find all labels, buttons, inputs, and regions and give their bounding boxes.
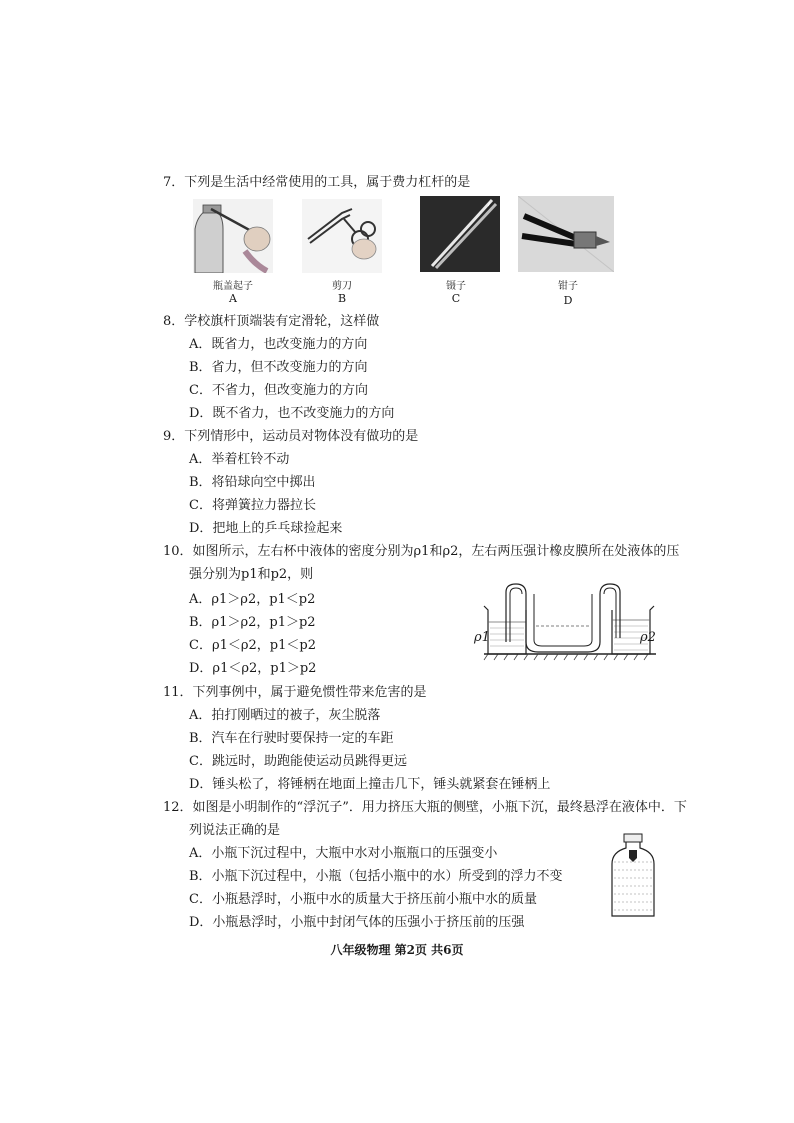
q10-option-c: C．ρ1＜ρ2，p1＜p2 <box>189 638 316 653</box>
scissors-image <box>302 199 382 273</box>
q8-option-a: A．既省力，也改变施力的方向 <box>189 337 368 352</box>
q9-option-c: C．将弹簧拉力器拉长 <box>189 498 316 513</box>
q10-option-b: B．ρ1＞ρ2，p1＞p2 <box>189 615 316 630</box>
question-12-stem-line1: 12．如图是小明制作的“浮沉子”．用力挤压大瓶的侧壁，小瓶下沉，最终悬浮在液体中．下 <box>163 800 687 815</box>
question-10-stem-line2: 强分别为p1和p2，则 <box>189 567 314 582</box>
question-10-stem-line1: 10．如图所示，左右杯中液体的密度分别为ρ1和ρ2，左右两压强计橡皮膜所在处液体的压 <box>163 544 680 559</box>
bottle-opener-image <box>193 199 273 273</box>
pliers-image <box>518 196 614 272</box>
page-footer: 八年级物理 第2页 共6页 <box>330 943 464 957</box>
tool-c-letter: C <box>451 292 461 305</box>
q12-option-c: C．小瓶悬浮时，小瓶中水的质量大于挤压前小瓶中水的质量 <box>189 892 537 907</box>
q10-option-d: D．ρ1＜ρ2，p1＞p2 <box>189 661 317 676</box>
question-11-stem: 11．下列事例中，属于避免惯性带来危害的是 <box>163 685 427 700</box>
q12-option-d: D．小瓶悬浮时，小瓶中封闭气体的压强小于挤压前的压强 <box>189 915 525 930</box>
question-8-stem: 8．学校旗杆顶端装有定滑轮，这样做 <box>163 314 380 329</box>
q8-option-d: D．既不省力，也不改变施力的方向 <box>189 406 395 421</box>
tool-d-letter: D <box>563 294 573 307</box>
tweezers-image <box>420 196 500 272</box>
q9-option-d: D．把地上的乒乓球捡起来 <box>189 521 343 536</box>
rho1-label: ρ1 <box>474 630 490 645</box>
tool-a-letter: A <box>229 292 237 305</box>
q8-option-c: C．不省力，但改变施力的方向 <box>189 383 368 398</box>
q11-option-d: D．锤头松了，将锤柄在地面上撞击几下，锤头就紧套在锤柄上 <box>189 777 551 792</box>
q11-option-c: C．跳远时，助跑能使运动员跳得更远 <box>189 754 407 769</box>
question-9-stem: 9．下列情形中，运动员对物体没有做功的是 <box>163 429 419 444</box>
q9-option-b: B．将铅球向空中掷出 <box>189 475 316 490</box>
question-12-stem-line2: 列说法正确的是 <box>189 823 281 838</box>
cartesian-diver-bottle <box>608 832 658 920</box>
q11-option-a: A．拍打刚晒过的被子，灰尘脱落 <box>189 708 381 723</box>
rho2-label: ρ2 <box>640 630 656 645</box>
tool-b-letter: B <box>337 292 347 305</box>
question-7-stem: 7．下列是生活中经常使用的工具，属于费力杠杆的是 <box>163 175 471 190</box>
tool-c-caption: 镊子 <box>446 281 466 292</box>
tool-d-caption: 钳子 <box>558 281 578 292</box>
q8-option-b: B．省力，但不改变施力的方向 <box>189 360 368 375</box>
q11-option-b: B．汽车在行驶时要保持一定的车距 <box>189 731 394 746</box>
q12-option-a: A．小瓶下沉过程中，大瓶中水对小瓶瓶口的压强变小 <box>189 846 498 861</box>
tool-a-caption: 瓶盖起子 <box>213 281 253 292</box>
q12-option-b: B．小瓶下沉过程中，小瓶（包括小瓶中的水）所受到的浮力不变 <box>189 869 563 884</box>
tool-b-caption: 剪刀 <box>332 281 352 292</box>
q10-option-a: A．ρ1＞ρ2，p1＜p2 <box>189 592 316 607</box>
pressure-gauge-diagram <box>470 582 670 662</box>
q9-option-a: A．举着杠铃不动 <box>189 452 290 467</box>
